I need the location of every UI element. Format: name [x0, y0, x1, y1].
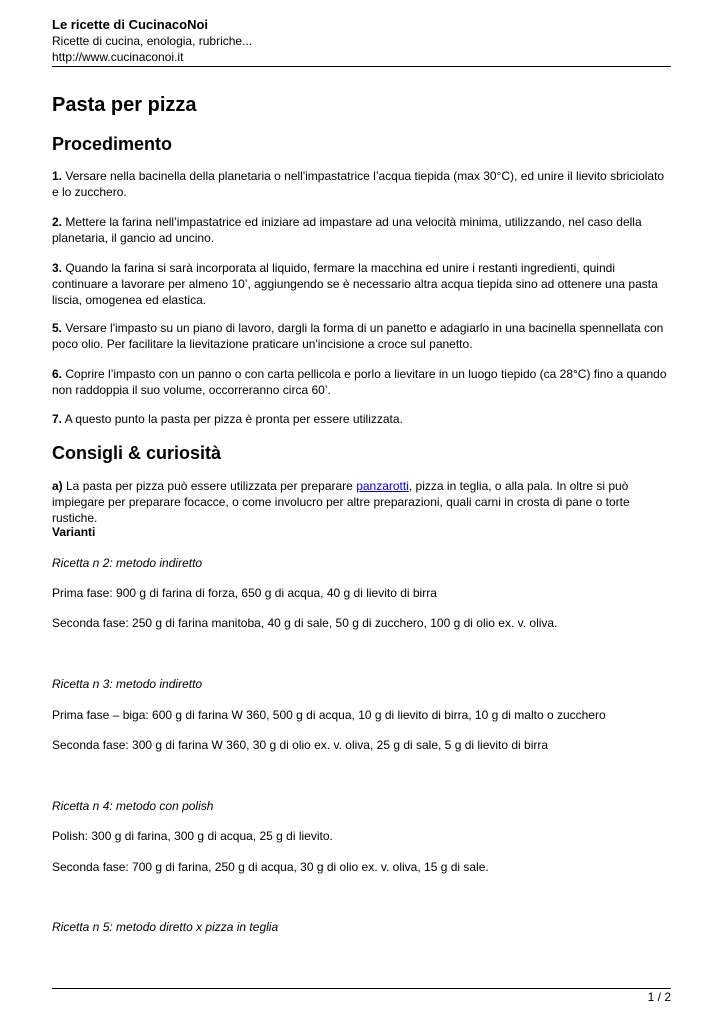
step-text: Coprire l’impasto con un panno o con carta pellicola e porlo a lievitare in un luogo tiepido (ca 28°C) fino a quando non raddoppia il suo volume, occorreranno circa 60’. [52, 367, 667, 397]
recipe-2-phase-1: Prima fase: 900 g di farina di forza, 650 g di acqua, 40 g di lievito di birra [52, 586, 437, 600]
site-name: Le ricette di CucinacoNoi [52, 17, 209, 32]
step-number: 5. [52, 321, 63, 335]
site-tagline: Ricette di cucina, enologia, rubriche... [52, 34, 253, 48]
tips-heading: Consigli & curiosità [52, 443, 222, 463]
procedure-step-5 [52, 320, 671, 352]
tip-a [52, 478, 671, 526]
site-header [52, 17, 671, 65]
site-url: http://www.cucinaconoi.it [52, 50, 184, 64]
step-text: Versare l'impasto su un piano di lavoro, dargli la forma di un panetto e adagiarlo in una bacinella spennellata con poco olio. Per facilitare la lievitazione praticare un'incisione a croce sul panetto. [52, 321, 664, 351]
procedure-step-7 [52, 411, 671, 427]
recipe-3-phase-1: Prima fase – biga: 600 g di farina W 360, 500 g di acqua, 10 g di lievito di birra, 10 g di malto o zucchero [52, 708, 606, 722]
recipe-4-title: Ricetta n 4: metodo con polish [52, 799, 214, 813]
procedure-step-2 [52, 214, 671, 246]
step-number: 1. [52, 169, 63, 183]
page-number: 1 / 2 [647, 990, 671, 1004]
recipe-3-title: Ricetta n 3: metodo indiretto [52, 677, 203, 691]
recipe-4-phase-2: Seconda fase: 700 g di farina, 250 g di acqua, 30 g di olio ex. v. oliva, 15 g di sale. [52, 860, 489, 874]
recipe-5-title: Ricetta n 5: metodo diretto x pizza in teglia [52, 920, 279, 934]
step-number: 6. [52, 367, 63, 381]
step-number: 2. [52, 215, 63, 229]
step-text: A questo punto la pasta per pizza è pronta per essere utilizzata. [62, 412, 403, 426]
variants-heading: Varianti [52, 525, 96, 539]
header-divider [52, 66, 671, 67]
tip-text-after: , pizza in teglia, o alla pala. In oltre si può impiegare per preparare focacce, o come involucro per altre preparazioni, quali carni in crosta di pane o torte rustiche. [52, 479, 630, 525]
tip-text-before: La pasta per pizza può essere utilizzata per preparare [62, 479, 357, 493]
recipe-2-title: Ricetta n 2: metodo indiretto [52, 556, 203, 570]
step-text: Quando la farina si sarà incorporata al liquido, fermare la macchina ed unire i restanti ingredienti, quindi continuare a lavorare per almeno 10’, aggiungendo se è necessario altra acqua tiepida sino ad ottenere una pasta liscia, omogenea ed elastica. [52, 261, 658, 307]
recipe-2-phase-2: Seconda fase: 250 g di farina manitoba, 40 g di sale, 50 g di zucchero, 100 g di olio ex. v. oliva. [52, 616, 558, 630]
footer-divider [52, 988, 671, 989]
recipe-4-polish: Polish: 300 g di farina, 300 g di acqua, 25 g di lievito. [52, 829, 333, 843]
tip-label: a) [52, 479, 63, 493]
procedure-step-1 [52, 168, 671, 200]
step-text: Mettere la farina nell’impastatrice ed iniziare ad impastare ad una velocità minima, utilizzando, nel caso della planetaria, il gancio ad uncino. [52, 215, 642, 245]
procedure-step-3 [52, 260, 671, 308]
step-text: Versare nella bacinella della planetaria o nell'impastatrice l’acqua tiepida (max 30°C), ed unire il lievito sbriciolato e lo zucchero. [52, 169, 665, 199]
procedure-step-6 [52, 366, 671, 398]
step-number: 7. [52, 412, 63, 426]
step-number: 3. [52, 261, 63, 275]
page-title: Pasta per pizza [52, 94, 197, 116]
recipe-3-phase-2: Seconda fase: 300 g di farina W 360, 30 g di olio ex. v. oliva, 25 g di sale, 5 g di lievito di birra [52, 738, 549, 752]
procedure-heading: Procedimento [52, 134, 173, 154]
panzarotti-link[interactable]: panzarotti [356, 479, 409, 493]
